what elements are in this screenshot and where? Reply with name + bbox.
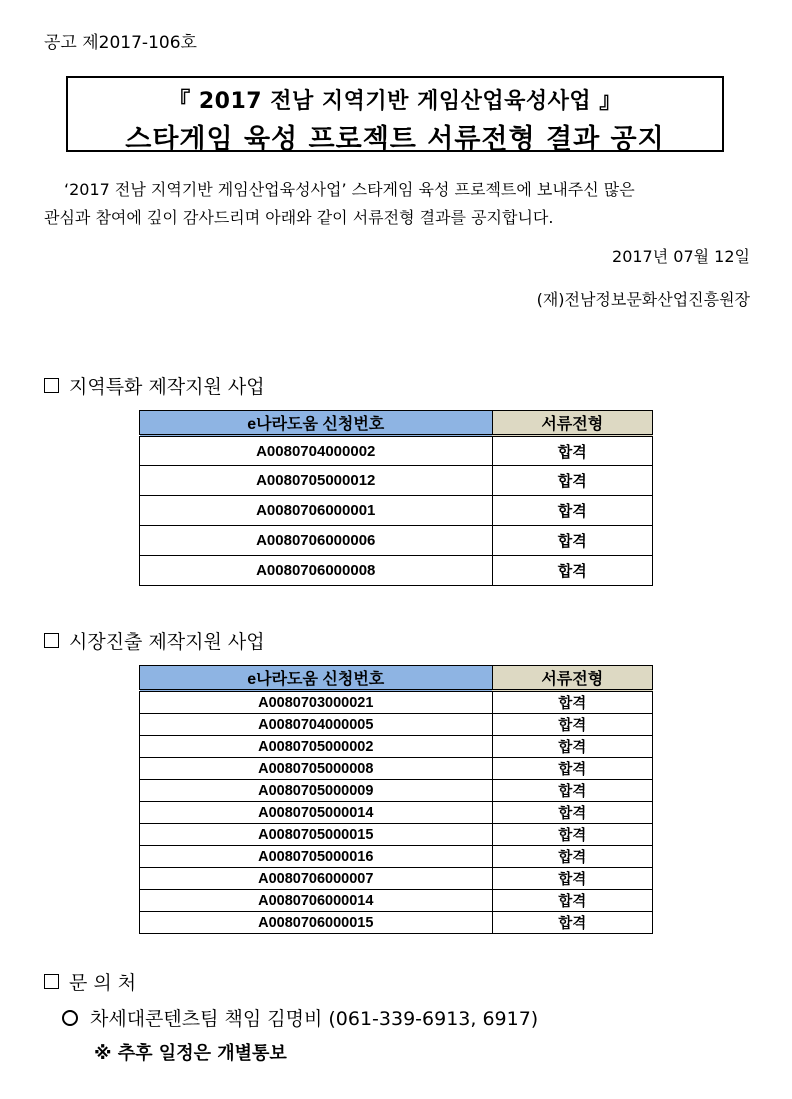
result-status: 합격 bbox=[492, 824, 653, 846]
checkbox-icon bbox=[44, 633, 59, 648]
title-line2: 스타게임 육성 프로젝트 서류전형 결과 공지 bbox=[125, 124, 665, 155]
result-status: 합격 bbox=[492, 714, 653, 736]
application-number: A0080706000014 bbox=[140, 890, 493, 912]
application-number: A0080706000007 bbox=[140, 868, 493, 890]
application-number: A0080705000012 bbox=[140, 466, 493, 496]
contact-heading bbox=[44, 968, 136, 995]
intro-line2: 관심과 참여에 깊이 감사드리며 아래와 같이 서류전형 결과를 공지합니다. bbox=[44, 208, 554, 227]
section2-heading bbox=[44, 627, 265, 654]
circle-bullet-icon bbox=[62, 1010, 78, 1026]
result-status: 합격 bbox=[492, 556, 653, 586]
column-header-result: 서류전형 bbox=[492, 666, 653, 691]
application-number: A0080706000015 bbox=[140, 912, 493, 934]
result-status: 합격 bbox=[492, 780, 653, 802]
table-row bbox=[140, 758, 653, 780]
result-status: 합격 bbox=[492, 496, 653, 526]
application-number: A0080705000015 bbox=[140, 824, 493, 846]
schedule-note: ※ 추후 일정은 개별통보 bbox=[94, 1043, 287, 1064]
checkbox-icon bbox=[44, 974, 59, 989]
result-status: 합격 bbox=[492, 846, 653, 868]
application-number: A0080706000006 bbox=[140, 526, 493, 556]
result-status: 합격 bbox=[492, 802, 653, 824]
section1-table bbox=[139, 410, 653, 586]
result-status: 합격 bbox=[492, 466, 653, 496]
section2-table bbox=[139, 665, 653, 934]
notice-number: 공고 제2017-106호 bbox=[44, 33, 197, 53]
title-line1: 『 2017 전남 지역기반 게임산업육성사업 』 bbox=[168, 89, 622, 114]
table-row bbox=[140, 466, 653, 496]
table-row bbox=[140, 780, 653, 802]
table-row bbox=[140, 912, 653, 934]
organization: (재)전남정보문화산업진흥원장 bbox=[536, 290, 750, 309]
result-status: 합격 bbox=[492, 526, 653, 556]
application-number: A0080705000009 bbox=[140, 780, 493, 802]
table-row bbox=[140, 824, 653, 846]
intro-line1: ‘2017 전남 지역기반 게임산업육성사업’ 스타게임 육성 프로젝트에 보내주신 많은 bbox=[64, 180, 635, 199]
application-number: A0080704000005 bbox=[140, 714, 493, 736]
table-row bbox=[140, 691, 653, 714]
result-status: 합격 bbox=[492, 868, 653, 890]
intro-paragraph bbox=[44, 176, 752, 232]
column-header-application: e나라도움 신청번호 bbox=[140, 411, 493, 436]
application-number: A0080703000021 bbox=[140, 691, 493, 714]
table-row bbox=[140, 736, 653, 758]
title-box bbox=[66, 76, 724, 155]
application-number: A0080705000008 bbox=[140, 758, 493, 780]
result-status: 합격 bbox=[492, 912, 653, 934]
application-number: A0080706000008 bbox=[140, 556, 493, 586]
table-row bbox=[140, 714, 653, 736]
table-row bbox=[140, 868, 653, 890]
table-row bbox=[140, 526, 653, 556]
result-status: 합격 bbox=[492, 736, 653, 758]
application-number: A0080704000002 bbox=[140, 436, 493, 466]
result-status: 합격 bbox=[492, 758, 653, 780]
application-number: A0080705000002 bbox=[140, 736, 493, 758]
result-status: 합격 bbox=[492, 436, 653, 466]
table-row bbox=[140, 802, 653, 824]
result-status: 합격 bbox=[492, 691, 653, 714]
table-row bbox=[140, 496, 653, 526]
column-header-result: 서류전형 bbox=[492, 411, 653, 436]
section2-heading-text: 시장진출 제작지원 사업 bbox=[69, 631, 265, 653]
application-number: A0080705000014 bbox=[140, 802, 493, 824]
result-status: 합격 bbox=[492, 890, 653, 912]
contact-heading-text: 문 의 처 bbox=[69, 972, 137, 994]
application-number: A0080706000001 bbox=[140, 496, 493, 526]
section1-heading-text: 지역특화 제작지원 사업 bbox=[69, 376, 265, 398]
contact-line bbox=[62, 1004, 538, 1031]
notice-date: 2017년 07월 12일 bbox=[612, 247, 750, 266]
table-row bbox=[140, 436, 653, 466]
column-header-application: e나라도움 신청번호 bbox=[140, 666, 493, 691]
application-number: A0080705000016 bbox=[140, 846, 493, 868]
contact-text: 차세대콘텐츠팀 책임 김명비 (061-339-6913, 6917) bbox=[90, 1008, 539, 1030]
table-row bbox=[140, 556, 653, 586]
table-row bbox=[140, 846, 653, 868]
section1-heading bbox=[44, 372, 265, 399]
checkbox-icon bbox=[44, 378, 59, 393]
table-row bbox=[140, 890, 653, 912]
